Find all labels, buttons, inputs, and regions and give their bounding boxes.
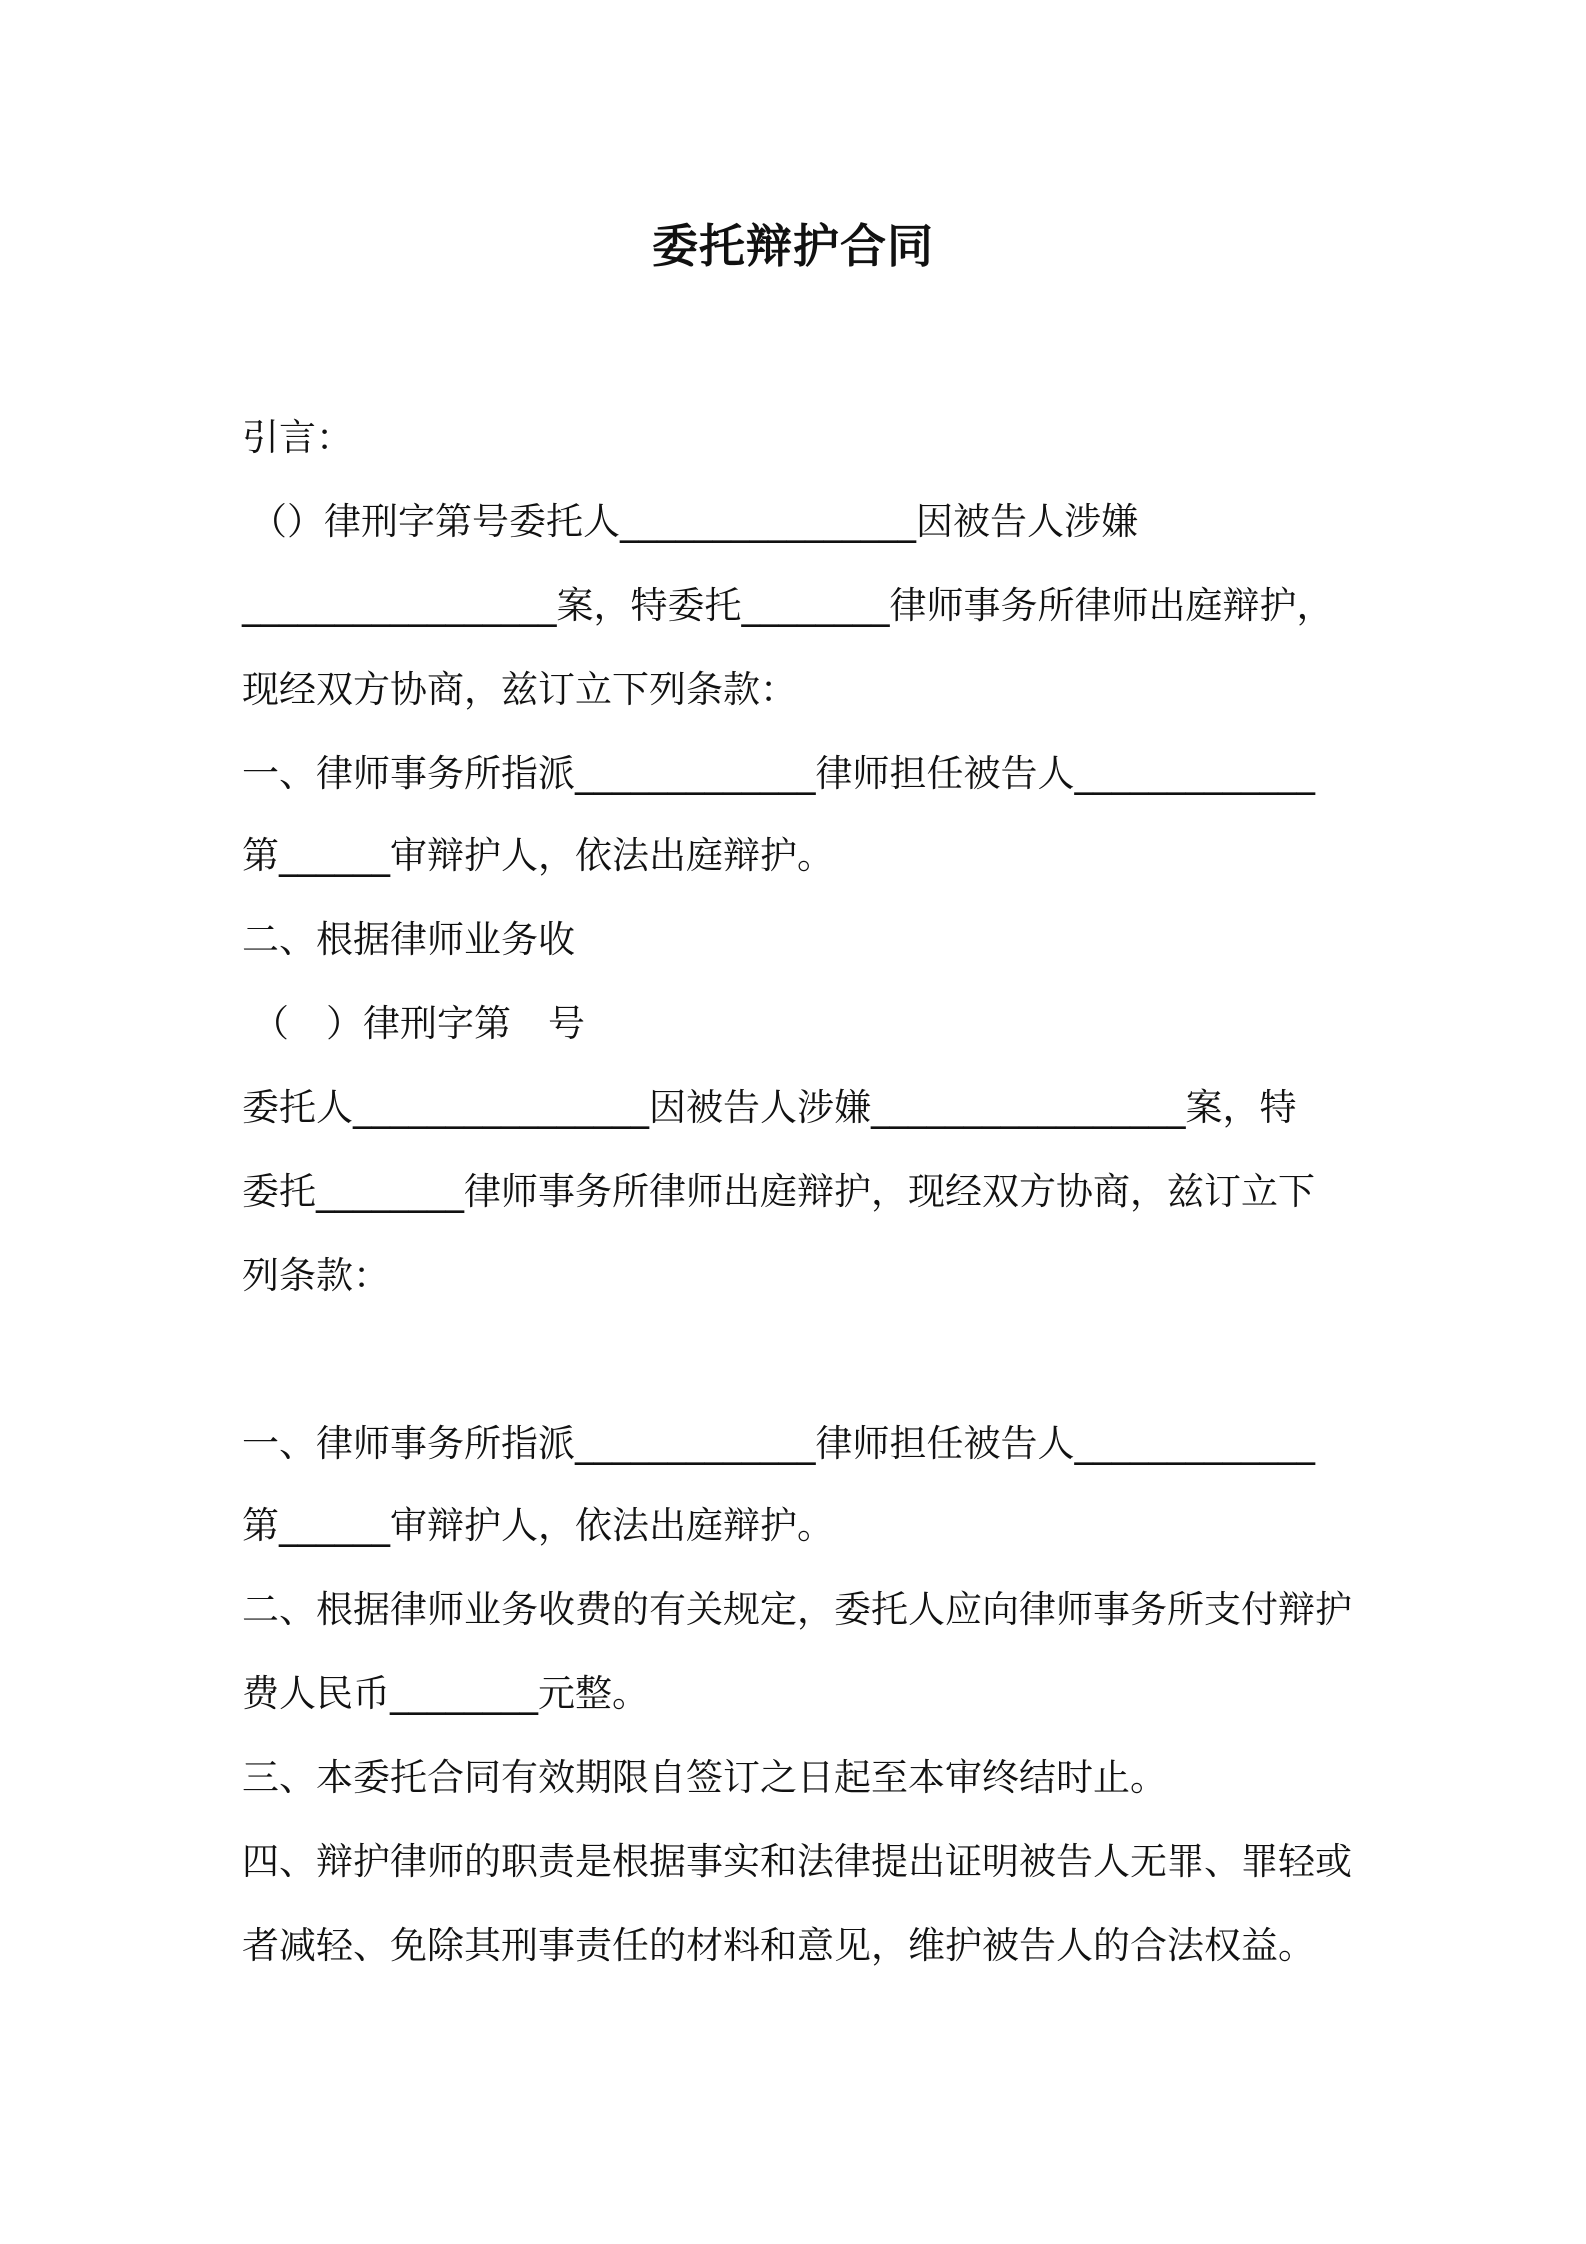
repeat-intro-line-2: 委托________律师事务所律师出庭辩护，现经双方协商，兹订立下: [242, 1170, 1315, 1213]
repeat-intro-line-1: 委托人________________因被告人涉嫌_________________案，特: [242, 1086, 1297, 1129]
repeat-intro-line-3: 列条款：: [242, 1254, 390, 1297]
clause-2-line-2: 费人民币________元整。: [242, 1672, 649, 1715]
repeat-clause-1-line-2: 第______审辩护人，依法出庭辩护。: [242, 1504, 834, 1547]
document-title: 委托辩护合同: [652, 219, 934, 273]
clause-1-line-2: 第______审辩护人，依法出庭辩护。: [242, 834, 834, 877]
clause-1-line-1: 一、律师事务所指派_____________律师担任被告人_____________: [242, 752, 1315, 795]
clause-4-line-1: 四、辩护律师的职责是根据事实和法律提出证明被告人无罪、罪轻或: [242, 1840, 1352, 1883]
clause-4-line-2: 者减轻、免除其刑事责任的材料和意见，维护被告人的合法权益。: [242, 1924, 1315, 1967]
intro-line-3: 现经双方协商，兹订立下列条款：: [242, 668, 797, 711]
clause-2-fragment: 二、根据律师业务收: [242, 918, 575, 961]
clause-2-line-1: 二、根据律师业务收费的有关规定，委托人应向律师事务所支付辩护: [242, 1588, 1352, 1631]
intro-heading: 引言：: [242, 416, 353, 459]
intro-line-2: _________________案，特委托________律师事务所律师出庭辩护，: [242, 584, 1334, 627]
clause-3: 三、本委托合同有效期限自签订之日起至本审终结时止。: [242, 1756, 1167, 1799]
repeat-clause-1-line-1: 一、律师事务所指派_____________律师担任被告人_____________: [242, 1422, 1315, 1465]
reference-number-line: （ ）律刑字第 号: [252, 1002, 585, 1045]
intro-line-1: （）律刑字第号委托人________________因被告人涉嫌: [250, 500, 1138, 543]
